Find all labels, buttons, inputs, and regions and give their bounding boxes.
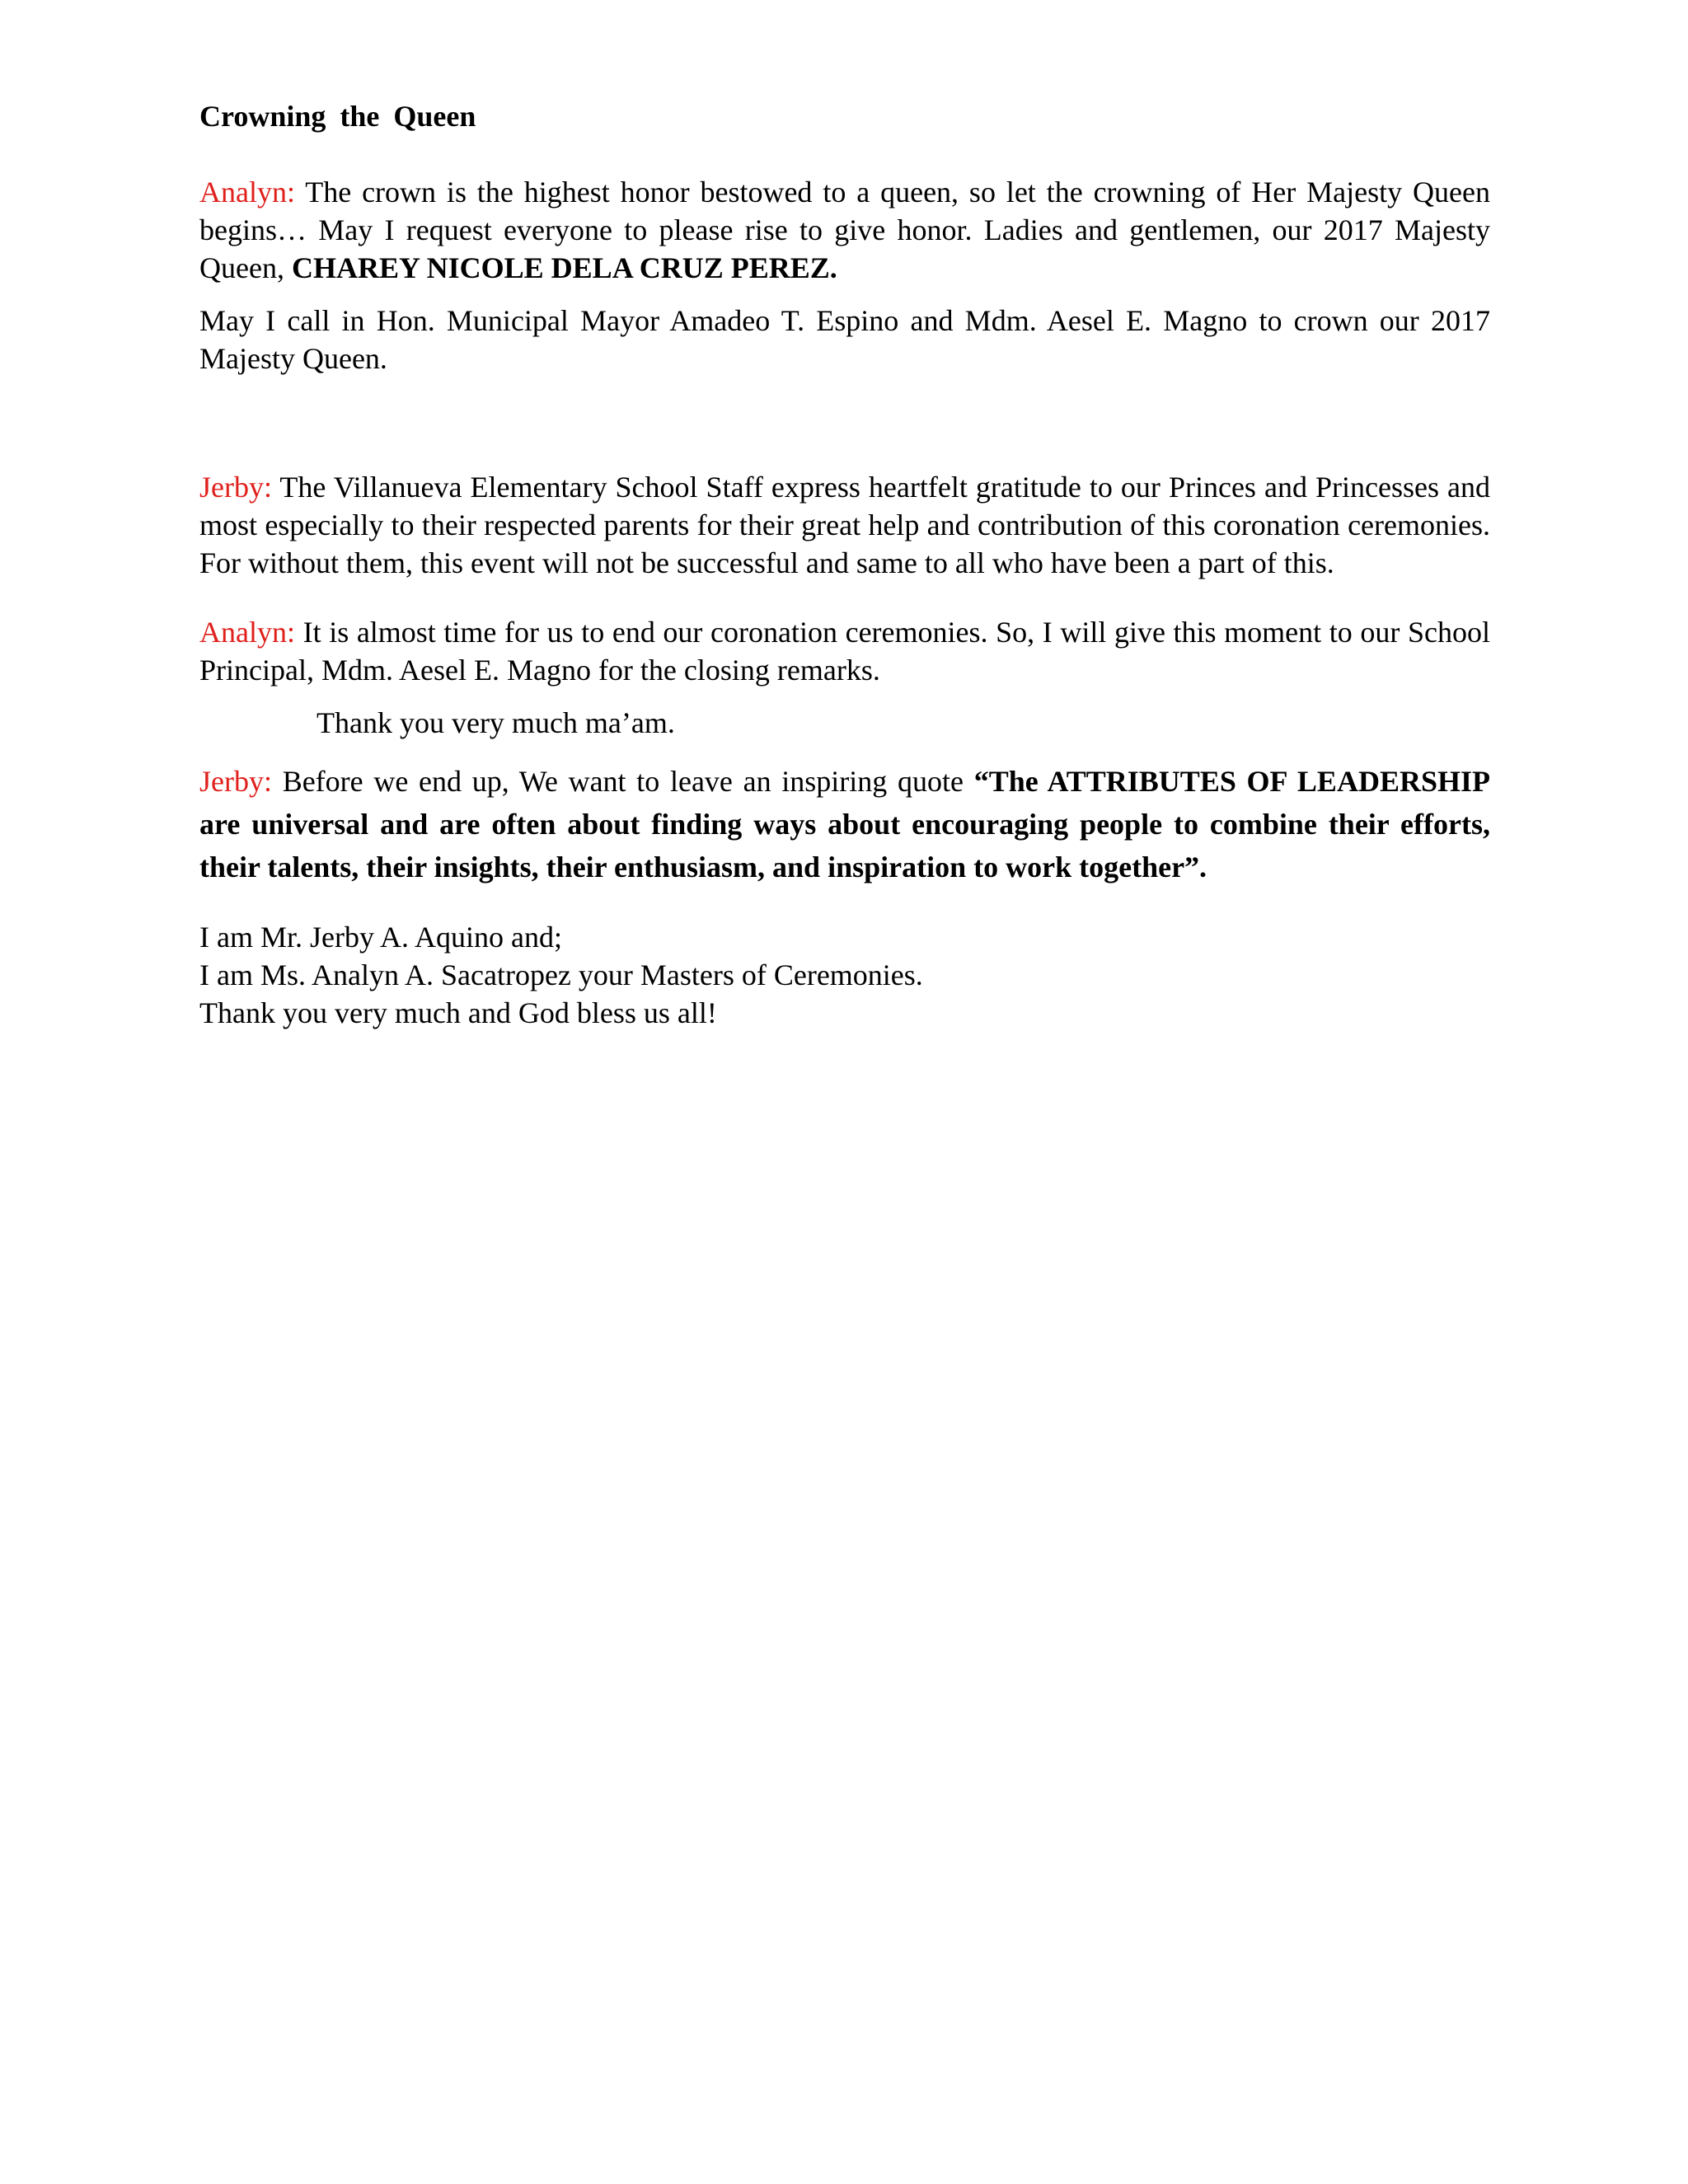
closing-block	[199, 918, 1490, 1032]
paragraph-gratitude	[199, 468, 1490, 582]
closing-line-1: I am Mr. Jerby A. Aquino and;	[199, 921, 562, 954]
queen-name: CHAREY NICOLE DELA CRUZ PEREZ.	[291, 251, 837, 284]
speaker-label-jerby: Jerby:	[199, 471, 272, 504]
paragraph-text: It is almost time for us to end our coronation ceremonies. So, I will give this moment to our School Principal, Mdm. Aesel E. Magno for the closing remarks.	[199, 616, 1490, 687]
speaker-label-jerby: Jerby:	[199, 765, 272, 798]
thank-you-maam: Thank you very much ma’am.	[316, 706, 675, 739]
paragraph-closing-remarks	[199, 613, 1490, 689]
document-title: Crowning the Queen	[199, 100, 476, 133]
paragraph-quote	[199, 760, 1490, 888]
paragraph-text: The crown is the highest honor bestowed to a queen, so let the crowning of Her Majesty Queen begins… May I request everyone to please rise to give honor. Ladies and gentlemen, our 2017 Majesty Queen,	[199, 176, 1490, 284]
speaker-label-analyn: Analyn:	[199, 176, 295, 209]
document-page	[199, 97, 1490, 1032]
paragraph-text: The Villanueva Elementary School Staff express heartfelt gratitude to our Princes and Princesses and most especially to their respected parents for their great help and contribution of this coronation ceremonies. For without them, this event will not be successful and same to all who have been a part of this.	[199, 471, 1490, 579]
speaker-label-analyn: Analyn:	[199, 616, 295, 649]
closing-line-2: I am Ms. Analyn A. Sacatropez your Masters of Ceremonies.	[199, 958, 923, 991]
closing-line-3: Thank you very much and God bless us all!	[199, 996, 717, 1029]
paragraph-text: Before we end up, We want to leave an inspiring quote	[271, 765, 974, 798]
paragraph-call-mayor: May I call in Hon. Municipal Mayor Amadeo T. Espino and Mdm. Aesel E. Magno to crown our 2017 Majesty Queen.	[199, 304, 1490, 375]
paragraph-crown-intro	[199, 173, 1490, 287]
leadership-quote: “The ATTRIBUTES OF LEADERSHIP are universal and are often about finding ways about encouraging people to combine their efforts, their talents, their insights, their enthusiasm, and inspiration to work together”.	[199, 765, 1490, 883]
